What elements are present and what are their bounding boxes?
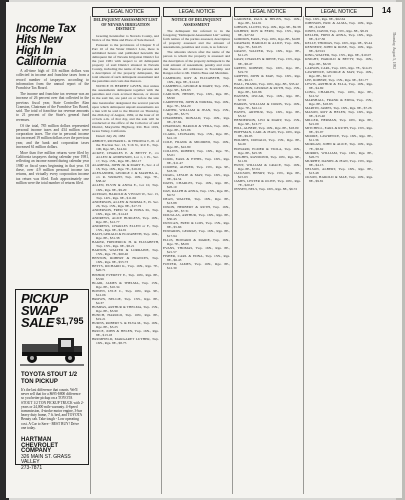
ad-dealer	[21, 438, 84, 471]
delinquent-entry: GILBERT, ROY & FERN, Twp. 15N., Rge. 8E., $27.62	[234, 29, 301, 38]
delinquent-entry: MILLER, HERMAN, Twp. 16N., Rge. 8E., $21.09	[305, 118, 373, 127]
legal-notice-title: DELINQUENT ASSESSMENT LIST OF NEVADA IRRIGATION DISTRICT	[93, 17, 158, 32]
delinquent-entry: CARLSON, HENRY, Twp. 16N., Rge. 8E., $8.90	[163, 91, 230, 100]
delinquent-entry: GRANT, WALTER, Twp. 16N., Rge. 8E., $11.23	[234, 49, 301, 58]
delinquent-entry: NELSON, ALBERT, Twp. 16N., Rge. 8E., $13.48	[305, 166, 373, 175]
delinquent-entry: HOFFMAN, CARL & JEAN, Twp. 16N., Rge. 8E., $9.95	[234, 130, 301, 139]
legal-notice-paragraph: The amounts shown after the name of the person to whom the property is assessed and the description of the property delinquent is the total amount of assessment, penalty and costs due thereon. All addresses in Township and Ranges refer to Mt. Diablo Base and Meridian.	[163, 50, 230, 75]
delinquent-entry: HILL, ALBERT, Twp. 16N., Rge. 8E., $18.09	[234, 126, 299, 131]
delinquent-entry: ALTMAN, HAROLD & VIVIAN W., Sec. 15, Twp. 14N., Rge. 9E., $11.66	[92, 191, 159, 200]
delinquent-entry: GRAY, CHARLES & IRENE, Twp. 15N., Rge. 8E., $8.47	[234, 57, 301, 66]
delinquent-entry: GRAHAM, HAROLD & ALICE, Twp. 16N., Rge. 7E., $16.05	[234, 41, 301, 50]
delinquent-entry: ANDERSON, FRED W. & EDNA M., Twp. 16N., Rge. 9E., $14.43	[92, 207, 159, 216]
legal-column	[163, 17, 230, 495]
delinquent-entry: GARDNER, PAUL & HELEN, Twp. 16N., Rge. 8E., $14.91	[234, 17, 301, 26]
delinquent-entry: DEAN, WALTER, Twp. 16N., Rge. 8E., $13.88	[163, 197, 230, 206]
legal-notice-paragraph: Greeting hereinafter to Nevada County, and Notice of the Time and Place of Sale thereof.	[92, 33, 159, 42]
delinquent-entry: JAMES, LESTER & OLIVE, Twp. 16N., Rge. 7E., $20.47	[234, 178, 301, 187]
delinquent-entry: FISHER, CARL & EDNA, Twp. 15N., Rge. 8E., $6.43	[163, 253, 230, 262]
delinquent-entry: BACH, GERALD & ELIZABETH, Twp. 16N., Rge. 8E., $31.38	[92, 232, 159, 241]
delinquent-entry: BUMPAS, ARTHUR & THELMA, Twp. 15N., Rge. 8E., $3.90	[92, 304, 159, 313]
delinquent-entry: HANSEN, OSCAR, Twp. 16N., Rge. 8E., $7.59	[234, 93, 301, 102]
legal-notice-title: NOTICE OF DELINQUENT ASSESSMENT	[171, 17, 222, 27]
delinquent-entry: GIBSON, LLOYD, Twp. 16N., Rge. 9E., $9.38	[234, 25, 301, 30]
legal-notice-header: LEGAL NOTICE	[234, 7, 302, 17]
delinquent-entry: GORDON, EARL, Twp. 16N., Rge. 8E., $4.88	[234, 37, 300, 42]
delinquent-entry: COLE, FRANK & MILDRED, Twp. 16N., Rge. 8E., $22.80	[163, 140, 230, 149]
delinquent-entry: GRIFFIN, JOHN & MAE, Twp. 16N., Rge. 9E., $6.15	[234, 73, 301, 82]
delinquent-entry: BROWN, NELLIE, Twp. 15N., Rge. 8E., $4.37	[92, 296, 159, 305]
ad-headline: PICKUP SWAP SALE	[21, 291, 68, 330]
delinquent-entry: JOHNSON, ERIC & ALMA, Twp. 16N., Rge. 8E., $12.88	[305, 21, 373, 30]
delinquent-entry: DUNCAN, FRED & LOIS, Twp. 15N., Rge. 8E., $5.66	[163, 221, 230, 230]
delinquent-entry: LONG, CHARLES, Twp. 16N., Rge. 8E., $12.52	[305, 89, 373, 98]
column-rule	[161, 16, 162, 494]
delinquent-entry: BRUMFIELD, MARGARET LUTHER, Twp. 16N., Rge. 8E., $8.75	[92, 337, 159, 346]
delinquent-entry: BISHOP, EVERETT E., Twp. 16N., Rge. 8E., $3.96	[92, 272, 159, 281]
delinquent-entry: MORRIS, WILLIAM, Twp. 16N., Rge. 8E., $26.73	[305, 150, 373, 159]
legal-notice-header: LEGAL NOTICE	[163, 7, 231, 17]
delinquent-entry: ABBOTT, RICHARD L. & VERONA T., Pt. of the Fraction Sec. 13, T.16 N., R.9 E., Twp. 100, Rge. 9E., $14.64	[92, 138, 159, 152]
delinquent-entry: ACKEY, CHARLES E. & BETTY F., c/o ALLEN & ANDERSON, Lot 1, 1 Pt., Sec. 17, Twp. 15N., Rge. 8E., $82.17	[92, 151, 159, 164]
delinquent-entry: HARRIS, WILLIAM & DORIS, Twp. 16N., Rge. 7E., $22.14	[234, 101, 301, 111]
delinquent-entry: FOSTER, JAMES, Twp. 16N., Rge. 8E., $12.30	[163, 261, 230, 270]
delinquent-entry: BUNCH, HAROLD, Twp. 16N., Rge. 8E., $19.21	[92, 312, 159, 322]
delinquent-entry: MORGAN, JOHN & ALICE, Twp. 16N., Rge. 7E., $8.62	[305, 142, 373, 151]
delinquent-entry: BENTON, ROBERT & FRANCES, Twp. 16N., Rge. 8E., $55.73	[92, 256, 159, 265]
ad-model: TOYOTA STOUT 1/2 TON PICKUP	[21, 372, 78, 385]
delinquent-entry: BURNS, ROBERT S. & ELVA M., Twp. 16N., Rge. 8E., $3.25	[92, 321, 159, 330]
delinquent-entry: BLAIR, JAMES & THELMA, Twp. 15N., Rge. 8E., $10.34	[92, 280, 159, 289]
delinquent-entry: HAYES, ARTHUR, Twp. 16N., Rge. 8E., $5.32	[234, 110, 301, 119]
delinquent-entry: MOORE, LAWRENCE, Twp. 16N., Rge. 8E., $11.36	[305, 134, 373, 143]
delinquent-entry: BARTON, WALTER & LORRAINE, Twp. 15N., Rge. 7E., $60.40	[92, 248, 159, 257]
delinquent-entry: HOLMES, DONALD, Twp. 15N., Rge. 8E., $4.26	[234, 138, 301, 147]
column-rule	[90, 16, 91, 494]
dealer-name: HARTMAN CHEVROLET COMPANY	[21, 437, 59, 454]
delinquent-entry: HAMILTON, GEORGE & RUTH, Twp. 15N., Rge. 8E., $10.86	[234, 85, 301, 94]
delinquent-entry: BRUCE, JOHN & HELEN, Twp. 16N., Rge. 8E., $13.18	[92, 329, 159, 338]
delinquent-entry: BOWEN, LYLE C., Twp. 16N., Rge. 9E., $12.06	[92, 288, 159, 297]
pickup-truck-image	[20, 330, 84, 370]
delinquent-entry: KELLY, THOMAS, Twp. 16N., Rge. 9E., $5.44	[305, 41, 373, 46]
delinquent-entry: ALAMEDA, JOHN JR. & MARY E., Sec. 4 of 18, Twp. 16N., Rge. 7E., $16.02	[92, 163, 159, 172]
delinquent-entry: CHAPMAN, HAROLD & VERA, Twp. 16N., Rge. 8E., $15.06	[163, 124, 230, 133]
delinquent-entry: MARTIN, JAMES, Twp. 16N., Rge. 8E., $7.26	[305, 106, 372, 111]
delinquent-entry: DIXON, HERBERT & RUTH, Twp. 16N., Rge. 9E., $7.31	[163, 205, 230, 214]
delinquent-entry: HENDERSON, LEO & MARY, Twp. 15N., Rge. 9E., $13.77	[234, 118, 301, 127]
delinquent-entry: KING, WALTER, Twp. 15N., Rge. 8E., $10.07	[305, 53, 372, 58]
delinquent-entry: LARSON, CARL, Twp. 16N., Rge. 7E., $14.25	[305, 65, 372, 70]
delinquent-entry: CLARK, LEONARD, Twp. 15N., Rge. 8E., $41.19	[163, 132, 230, 141]
legal-column	[305, 17, 373, 495]
delinquent-entry: CAMPBELL, GEORGE & MARY, Twp. 15N., Rge. 9E., $19.63	[163, 83, 230, 92]
delinquent-entry: Twp. 16N., Rge. 8E., $62.64	[305, 17, 346, 21]
article-paragraph: The income and franchise tax revenue was an increase of 26 percent over that collected in the previous fiscal year, State Controller Alan Cranston, Chairman of the Franchise Tax Board, said. The total of franchise tax revenue amounts to 21 percent of the State's general fund revenues.	[16, 91, 89, 122]
dealer-address: 326 MAIN ST. GRASS VALLEY	[21, 453, 71, 465]
delinquent-entry: HUGHES, RAYMOND, Twp. 16N., Rge. 9E., $11.81	[234, 154, 301, 163]
delinquent-entry: CARPENTER, JOHN & NORMA, Twp. 16N., Rge. 7E., $34.20	[163, 99, 230, 109]
delinquent-entry: LEWIS, ARTHUR & ELLA, Twp. 16N., Rge. 8E., $4.69	[305, 81, 373, 90]
dealer-phone: 273-7871	[21, 464, 43, 471]
delinquent-entry: OLSON, HAROLD & MAE, Twp. 16N., Rge. 8E., $9.81	[305, 174, 373, 183]
ad-body: It's the last difference that counts. We'll never sell that for a $695-$800 difference so you better pickup on a TOYOTA STOUT 1/2 TON PICKUP TRUCK with 2-years or 24,000 mile warranty. 4-Speed transmission, 4-stroke motor engine, 3-bar heavy duty frame, 7 ft. bed, and TOYOTA Beauty cab. Take tough - Low operating cost. A Car to Save - BEST BUY! Drive one today.	[21, 388, 84, 430]
delinquent-entry: CARTER, WILLIAM & JEAN, Twp. 15N., Rge. 8E., $3.75	[163, 108, 230, 117]
legal-notice-header: LEGAL NOTICE	[305, 7, 373, 17]
legal-notice-paragraph: Pursuant to the provisions of Chapter 8 of Part 10 of the Water District Law, there is submitted hereto and published herewith the delinquent list of Nevada Irrigation District for the year 1981 with respect to all delinquent property of said District situated in Nevada County, including the name of the persons and a description of the property delinquent, the total amount of such delinquent assessment and the penalties and costs due thereon.	[92, 42, 159, 84]
delinquent-entry: GREEN, ROBERT, Twp. 16N., Rge. 8E., $19.70	[234, 65, 301, 74]
delinquent-entry: MARSHALL, FRANK & EDNA, Twp. 15N., Rge. 8E., $18.83	[305, 97, 373, 106]
delinquent-entry: JENSEN, NELS, Twp. 16N., Rge. 8E., $6.72	[234, 186, 298, 191]
article-body	[16, 69, 89, 185]
delinquent-entry: CHAMBERS, DONALD, Twp. 16N., Rge. 9E., $7.84	[163, 116, 230, 125]
delinquent-entry: JONES, DAVID, Twp. 15N., Rge. 8E., $8.19	[305, 29, 369, 34]
legal-notice-paragraph: The delinquent list referred to in the foregoing "Delinquent Assessment List" setting forth names of the parties assessed, description of property assessed and the amount of assessments, penalties and costs, is as follows:	[163, 29, 230, 50]
delinquent-entry: MURPHY, DANIEL & JEAN, Twp. 15N., Rge. 8E., $4.15	[305, 158, 373, 167]
column-rule	[232, 16, 233, 494]
delinquent-entry: ANDREWS, CHARLES ELLEN or F., Twp. 15N., Rge. 9E., $4.91	[92, 223, 159, 232]
delinquent-entry: DOUGLAS, ARTHUR, Twp. 16N., Rge. 8E., $30.45	[163, 213, 230, 222]
delinquent-entry: COOK, EARL & ETHEL, Twp. 16N., Rge. 8E., $11.47	[163, 156, 230, 165]
delinquent-entry: HUNT, WILLIAM & GRACE, Twp. 16N., Rge. 8E., $7.04	[234, 162, 301, 171]
delinquent-entry: KELLER, FRED & ANNA, Twp. 16N., Rge. 8E., $17.36	[305, 33, 373, 42]
column-rule	[303, 16, 304, 494]
delinquent-entry: ALEXANDER, GEORGE J. & MARTHA A., c/o R. WRIGHT, Twp. 16N., Rge. 7E., $38.42	[92, 171, 159, 184]
legal-column	[234, 17, 301, 495]
delinquent-entry: CRAIG, LESLIE & MAY, Twp. 16N., Rge. 8E., $4.54	[163, 172, 230, 181]
delinquent-entry: LAWRENCE, GEORGE & MAY, Twp. 16N., Rge. 8E., $9.13	[305, 69, 373, 78]
delinquent-entry: COLLINS, ROBERT, Twp. 16N., Rge. 7E., $5.01	[163, 148, 230, 157]
delinquent-entry: HOWARD, ELMER & VIOLA, Twp. 16N., Rge. 8E., $25.38	[234, 146, 301, 155]
delinquent-entry: KENNEDY, JOHN & ROSE, Twp. 16N., Rge. 8E., $23.91	[305, 45, 373, 54]
legal-notice-paragraph: Dated: July 29, 1982	[96, 133, 126, 138]
delinquent-entry: CAMERON, ROY & ELIZABETH, Twp. 16N., Rge. 8E., $14.22	[163, 75, 230, 84]
delinquent-entry: ANDREWS, ALICE BURGESS, Twp. 16N., Rge. 8E., $12.77	[92, 215, 159, 224]
page-number: 14	[382, 6, 391, 15]
article-paragraph: Of the total, 785 million dollars represented personal income taxes and 434 million were corporation taxes. The rise in personal income tax increased 19 million dollars over the previous year, and the bank and corporation taxes increased 61 million dollars.	[16, 123, 90, 150]
article-headline: Income Tax Hits New High In California	[16, 23, 76, 68]
article-paragraph: A all-time high of 116 million dollars was collected in income and franchise taxes from a record number of taxpayers according to information from the annual report of the Franchise Tax Board.	[16, 69, 89, 91]
ad-price: $1,795	[56, 316, 84, 326]
delinquent-entry: JACKSON, HENRY, Twp. 15N., Rge. 8E., $15.63	[234, 170, 301, 179]
delinquent-entry: LEE, ROBERT, Twp. 15N., Rge. 9E., $31.77	[305, 77, 369, 82]
legal-column	[92, 17, 159, 495]
newspaper-page	[6, 2, 402, 498]
delinquent-entry: ELLIS, HOWARD & MARIE, Twp. 16N., Rge. 7E., $8.09	[163, 237, 230, 246]
pickup-advertisement	[15, 289, 89, 471]
delinquent-entry: BAKER, FREDERICK H. & ELIZABETH, Twp. 15N., Rge. 9E., $8.21	[92, 240, 159, 249]
delinquent-entry: MITCHELL, EARL & RUTH, Twp. 15N., Rge. 8E., $5.97	[305, 126, 373, 135]
delinquent-entry: EVANS, THOMAS, Twp. 16N., Rge. 8E., $21.57	[163, 245, 230, 254]
delinquent-entry: KNIGHT, HAROLD & BETTY, Twp. 16N., Rge. 8E., $6.58	[305, 57, 373, 66]
delinquent-entry: COOPER, ALFRED, Twp. 15N., Rge. 9E., $18.36	[163, 164, 230, 173]
delinquent-entry: BETTS, RICHARD K., Twp. 16N., Rge. 7E., $20.71	[92, 264, 159, 273]
legal-notice-paragraph: NOTICE IS HEREBY GIVEN, that unless the assessments delinquent together with the penalties and costs accrued thereon, or shown in the said list, are paid on or before the sale date hereinafter designated the several parcels upon which delinquent unpaid assessments are a lien will be sold to the District on Thursday, the 26th day of August, 1982, at the hour of 10 o'clock a.m. of that day, and the sale will be conducted at the office of the Collector of said District, Marysville Highway, P.O. Box 1019, Grass Valley, California.	[92, 84, 159, 133]
delinquent-entry: MASON, ROY & HELEN, Twp. 16N., Rge. 9E., $15.40	[305, 110, 373, 119]
article-paragraph: More than five million returns were filed by California taxpayers during calendar year 1981, reflecting an income earned during calendar year 1980 or fiscal years beginning in that year. Of these, over 4.9 million personal income tax returns, and virtually every corporation income tax return was filed. Each approximately one million were the total number of returns filed.	[16, 150, 89, 185]
delinquent-entry: EDWARDS, GEORGE, Twp. 16N., Rge. 8E., $17.94	[163, 229, 230, 238]
legal-notice-header: LEGAL NOTICE	[92, 7, 160, 17]
delinquent-entry: ANDERSON, ALLEN & NORMA F., Pt. Sec. 26, Twp. 15N., Rge. 8E., $17.72	[92, 199, 159, 208]
delinquent-entry: HALL, FRANK, Twp. 16N., Rge. 8E., $33.42	[234, 81, 299, 86]
running-head: Thursday, August 5, 1982	[392, 32, 396, 70]
delinquent-entry: DAVIS, CHARLES, Twp. 16N., Rge. 8E., $26.10	[163, 180, 230, 189]
delinquent-entry: DAY, RALPH & ANNA, Twp. 15N., Rge. 8E., $9.72	[163, 189, 230, 198]
delinquent-entry: ALLEN, ELVIN & ANNA E., Lot 10, Twp. 16N., Rge. 8E., $9.20	[92, 183, 159, 192]
